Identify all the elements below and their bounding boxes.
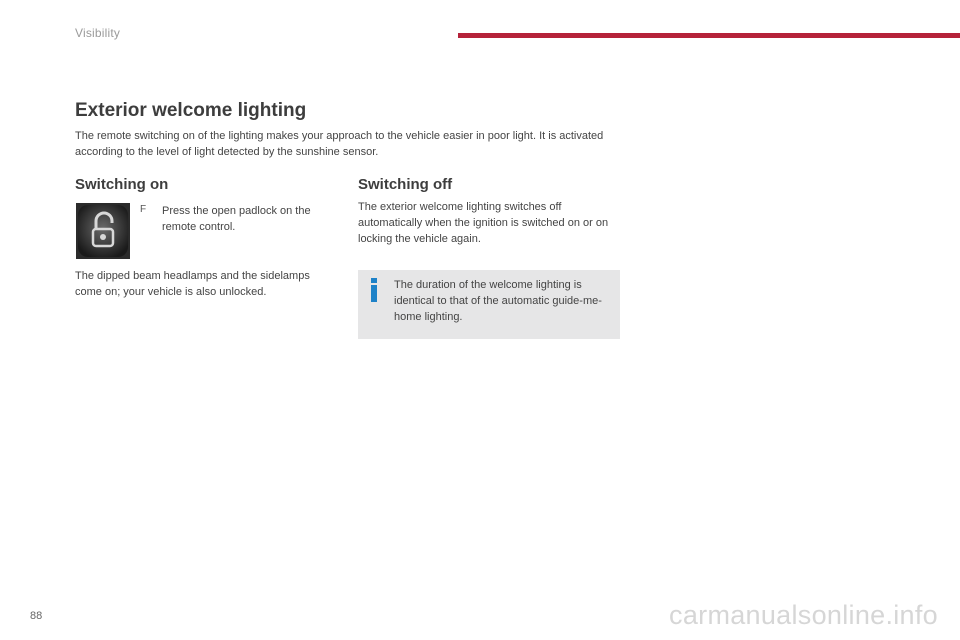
intro-paragraph: The remote switching on of the lighting makes your approach to the vehicle easier in poor light. It is activated according to the level of light detected by the sunshine sensor.	[75, 130, 604, 158]
page-number: 88	[30, 610, 43, 622]
info-text: The duration of the welcome lighting is identical to that of the automatic guide-me-home lighting.	[394, 279, 602, 323]
section-label: Visibility	[75, 26, 121, 40]
watermark: carmanualsonline.info	[669, 600, 938, 630]
info-box	[358, 270, 620, 339]
page-title: Exterior welcome lighting	[75, 100, 307, 121]
switching-off-heading: Switching off	[358, 176, 453, 193]
switching-off-text: The exterior welcome lighting switches off automatically when the ignition is switched on or on locking the vehicle again.	[358, 201, 609, 245]
section-rule	[458, 33, 960, 38]
switching-on-step: Press the open padlock on the remote control.	[162, 205, 311, 233]
info-icon	[370, 278, 379, 298]
switching-on-heading: Switching on	[75, 176, 169, 193]
switching-on-result: The dipped beam headlamps and the sidelamps come on; your vehicle is also unlocked.	[75, 270, 310, 298]
open-padlock-button-icon	[76, 203, 130, 259]
bullet-marker: F	[140, 204, 147, 215]
